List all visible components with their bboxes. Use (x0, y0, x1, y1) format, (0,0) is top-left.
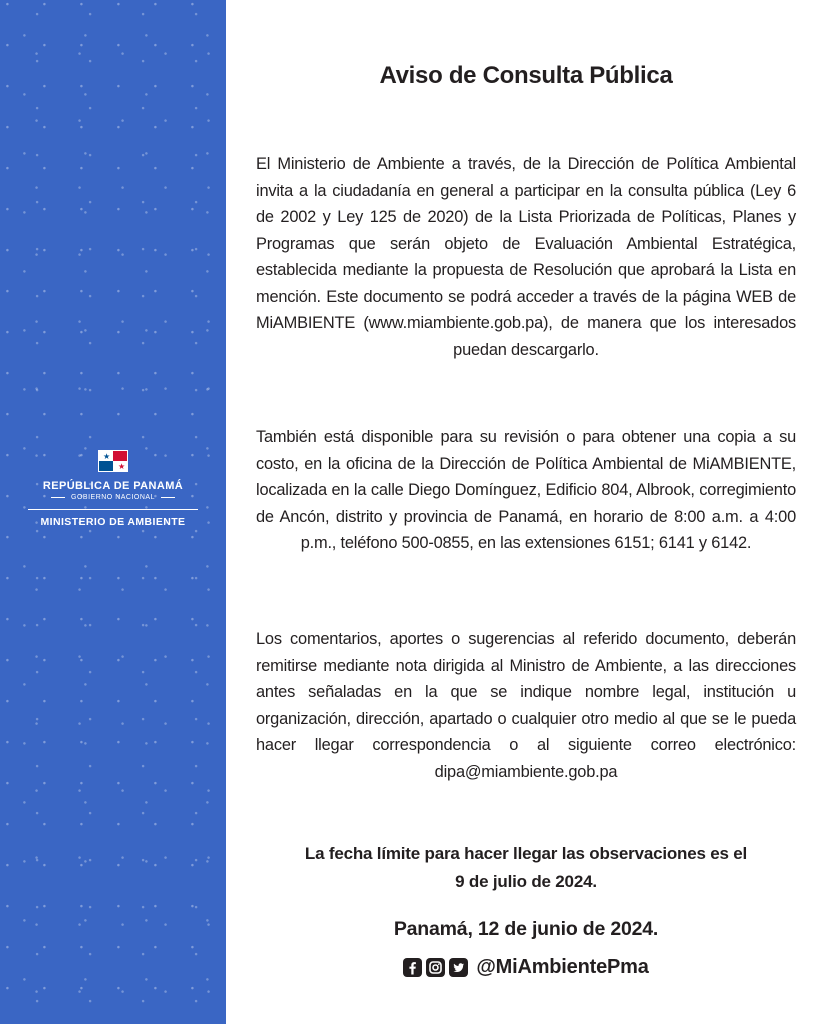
deadline-line: La fecha límite para hacer llegar las observaciones es el (304, 844, 748, 863)
twitter-icon[interactable] (449, 958, 468, 977)
government-label-row (0, 494, 226, 501)
place-date: Panamá, 12 de junio de 2024. (393, 918, 659, 940)
ministry-label: MINISTERIO DE AMBIENTE (40, 516, 186, 528)
government-label: GOBIERNO NACIONAL (71, 494, 155, 501)
social-links (256, 956, 796, 979)
divider (161, 497, 175, 498)
government-logo (0, 450, 226, 528)
panama-flag-icon: ★ ★ (98, 450, 128, 472)
paragraph-comments: Los comentarios, aportes o sugerencias al referido documento, deberán remitirse mediante nota dirigida al Ministro de Ambiente, a las direcciones antes señaladas en la que se indique nombre legal, institución u organización, dirección, apartado o cualquier otro medio al que se le pueda hacer llegar correspondencia o al siguiente correo electrónico: dipa@miambiente.gob.pa (256, 630, 796, 781)
republic-label: REPÚBLICA DE PANAMÁ (42, 480, 184, 492)
instagram-icon[interactable] (426, 958, 445, 977)
notice-title: Aviso de Consulta Pública (379, 62, 673, 89)
deadline-notice (256, 840, 796, 896)
social-handle[interactable]: @MiAmbientePma (476, 956, 649, 978)
facebook-icon[interactable] (403, 958, 422, 977)
notice-content (256, 0, 796, 1024)
side-panel (0, 0, 226, 1024)
paragraph-availability: También está disponible para su revisión o para obtener una copia a su costo, en la oficina de la Dirección de Política Ambiental de MiAMBIENTE, localizada en la calle Diego Domínguez, Edificio 804, Albrook, corregimiento de Ancón, distrito y provincia de Panamá, en horario de 8:00 a.m. a 4:00 p.m., teléfono 500-0855, en las extensiones 6151; 6141 y 6142. (256, 428, 796, 552)
divider (28, 509, 198, 510)
paragraph-consultation: El Ministerio de Ambiente a través, de la Dirección de Política Ambiental invita a la ciudadanía en general a participar en la consulta pública (Ley 6 de 2002 y Ley 125 de 2020) de la Lista Priorizada de Políticas, Planes y Programas que serán objeto de Evaluación Ambiental Estratégica, establecida mediante la propuesta de Resolución que aprobará la Lista en mención. Este documento se podrá acceder a través de la página WEB de MiAMBIENTE (www.miambiente.gob.pa), de manera que los interesados puedan descargarlo. (256, 155, 796, 359)
deadline-date: 9 de julio de 2024. (455, 872, 597, 891)
divider (51, 497, 65, 498)
